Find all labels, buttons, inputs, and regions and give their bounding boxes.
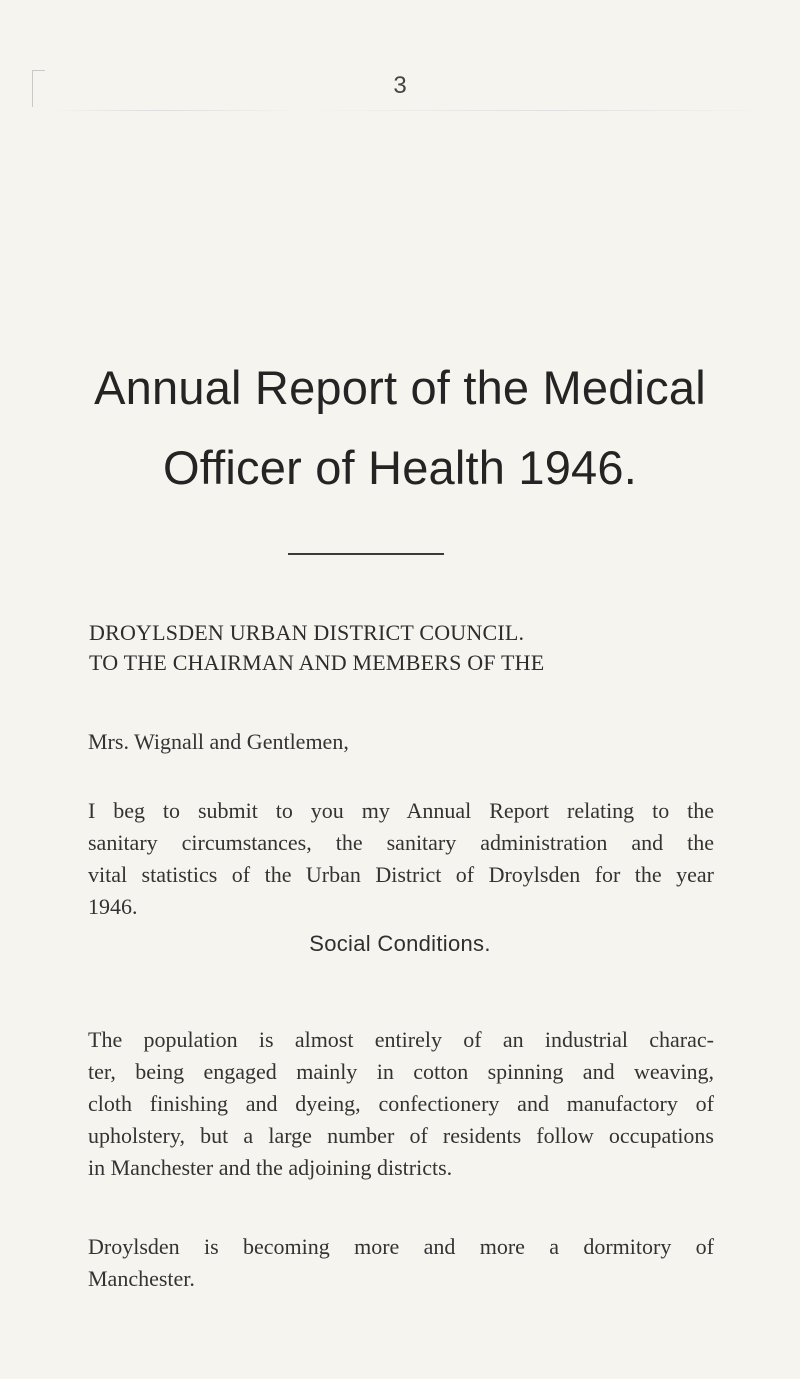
scan-artifact-line xyxy=(50,110,770,111)
title-divider xyxy=(288,553,444,555)
intro-line-3: vital statistics of the Urban District of Droylsden for the year xyxy=(88,862,714,887)
population-line-2: ter, being engaged mainly in cotton spinning and weaving, xyxy=(88,1059,714,1084)
population-line-4: upholstery, but a large number of residents follow occupations xyxy=(88,1123,714,1148)
population-paragraph xyxy=(88,1024,714,1184)
salutation: Mrs. Wignall and Gentlemen, xyxy=(88,729,349,754)
intro-paragraph xyxy=(88,795,714,923)
report-title-line-2: Officer of Health 1946. xyxy=(162,441,637,494)
report-title-line-1: Annual Report of the Medical xyxy=(94,361,706,414)
intro-line-4: 1946. xyxy=(88,894,138,919)
dormitory-line-1: Droylsden is becoming more and more a dormitory of xyxy=(88,1234,714,1259)
dormitory-paragraph xyxy=(88,1231,714,1295)
page-number: 3 xyxy=(393,72,407,99)
intro-line-2: sanitary circumstances, the sanitary administration and the xyxy=(88,830,714,855)
intro-line-1: I beg to submit to you my Annual Report relating to the xyxy=(88,798,714,823)
council-heading-line-2: TO THE CHAIRMAN AND MEMBERS OF THE xyxy=(89,650,545,675)
population-line-3: cloth finishing and dyeing, confectionery and manufactory of xyxy=(88,1091,714,1116)
council-heading-line-1: DROYLSDEN URBAN DISTRICT COUNCIL. xyxy=(89,620,525,645)
section-heading-social-conditions: Social Conditions. xyxy=(309,931,491,956)
population-line-1: The population is almost entirely of an industrial charac- xyxy=(88,1027,714,1052)
population-line-5: in Manchester and the adjoining districts. xyxy=(88,1155,453,1180)
dormitory-line-2: Manchester. xyxy=(88,1266,195,1291)
